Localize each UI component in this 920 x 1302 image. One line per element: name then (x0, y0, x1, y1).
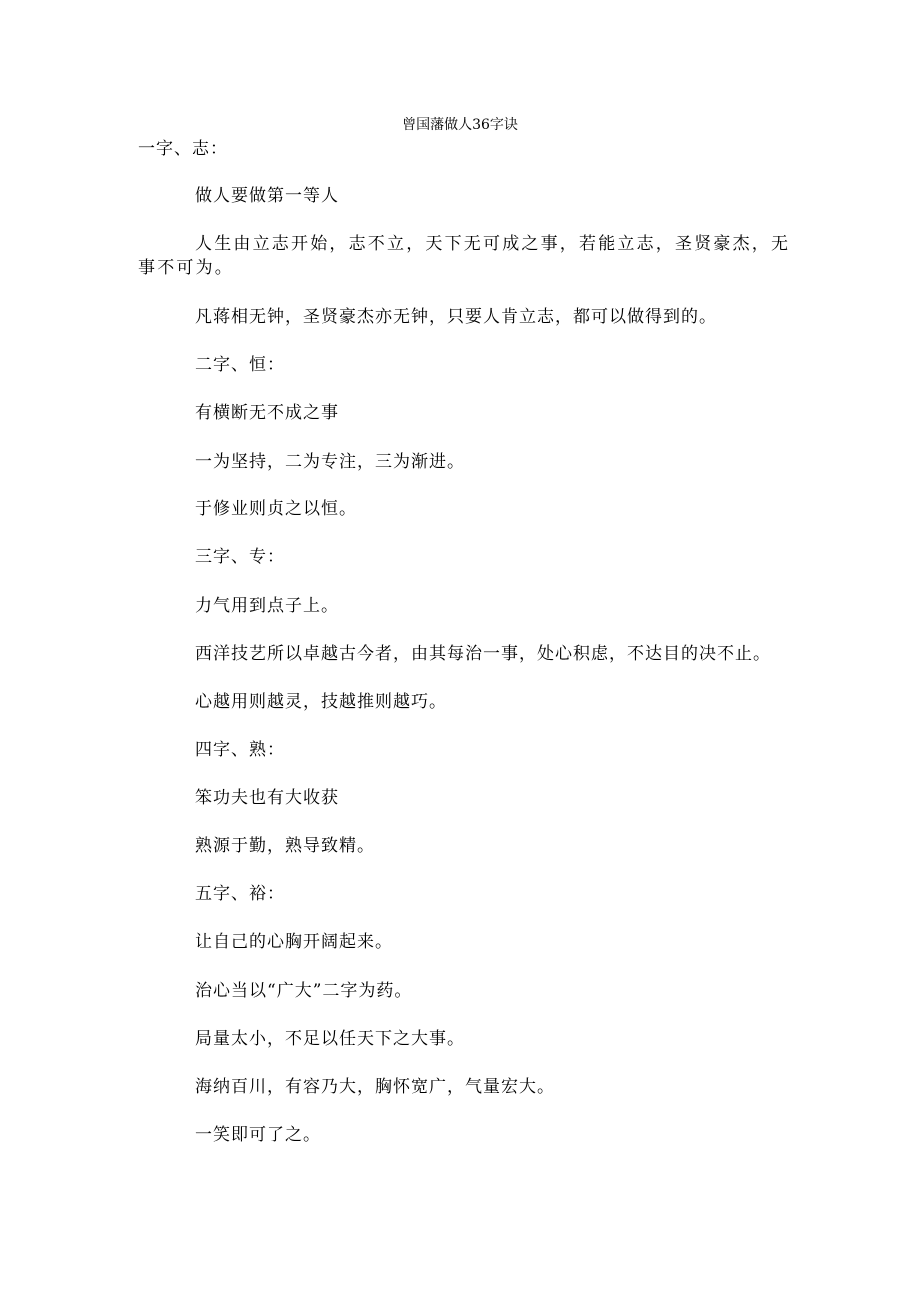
paragraph: 一为坚持，二为专注，三为渐进。 (195, 452, 465, 472)
section-heading-2: 二字、恒： (195, 355, 285, 375)
paragraph: 局量太小，不足以任天下之大事。 (195, 1029, 465, 1049)
paragraph: 凡蒋相无钟，圣贤豪杰亦无钟，只要人肯立志，都可以做得到的。 (195, 307, 717, 327)
paragraph: 做人要做第一等人 (195, 186, 339, 206)
paragraph: 治心当以“广大”二字为药。 (195, 981, 413, 1001)
paragraph: 笨功夫也有大收获 (195, 788, 339, 808)
paragraph: 人生由立志开始，志不立，天下无可成之事，若能立志，圣贤豪杰，无事不可为。 (138, 234, 791, 278)
section-heading-3: 三字、专： (195, 547, 285, 567)
paragraph: 于修业则贞之以恒。 (195, 499, 357, 519)
section-heading-4: 四字、熟： (195, 740, 285, 760)
document-title: 曾国藩做人36字诀 (402, 117, 518, 133)
paragraph: 海纳百川，有容乃大，胸怀宽广，气量宏大。 (195, 1077, 555, 1097)
paragraph: 力气用到点子上。 (195, 596, 339, 616)
paragraph: 熟源于勤，熟导致精。 (195, 836, 375, 856)
section-heading-1: 一字、志： (138, 139, 228, 159)
paragraph: 西洋技艺所以卓越古今者，由其每治一事，处心积虑，不达目的决不止。 (195, 644, 771, 664)
section-heading-5: 五字、裕： (195, 884, 285, 904)
paragraph: 让自己的心胸开阔起来。 (195, 932, 393, 952)
paragraph: 心越用则越灵，技越推则越巧。 (195, 692, 447, 712)
paragraph: 一笑即可了之。 (195, 1125, 321, 1145)
paragraph: 有横断无不成之事 (195, 403, 339, 423)
